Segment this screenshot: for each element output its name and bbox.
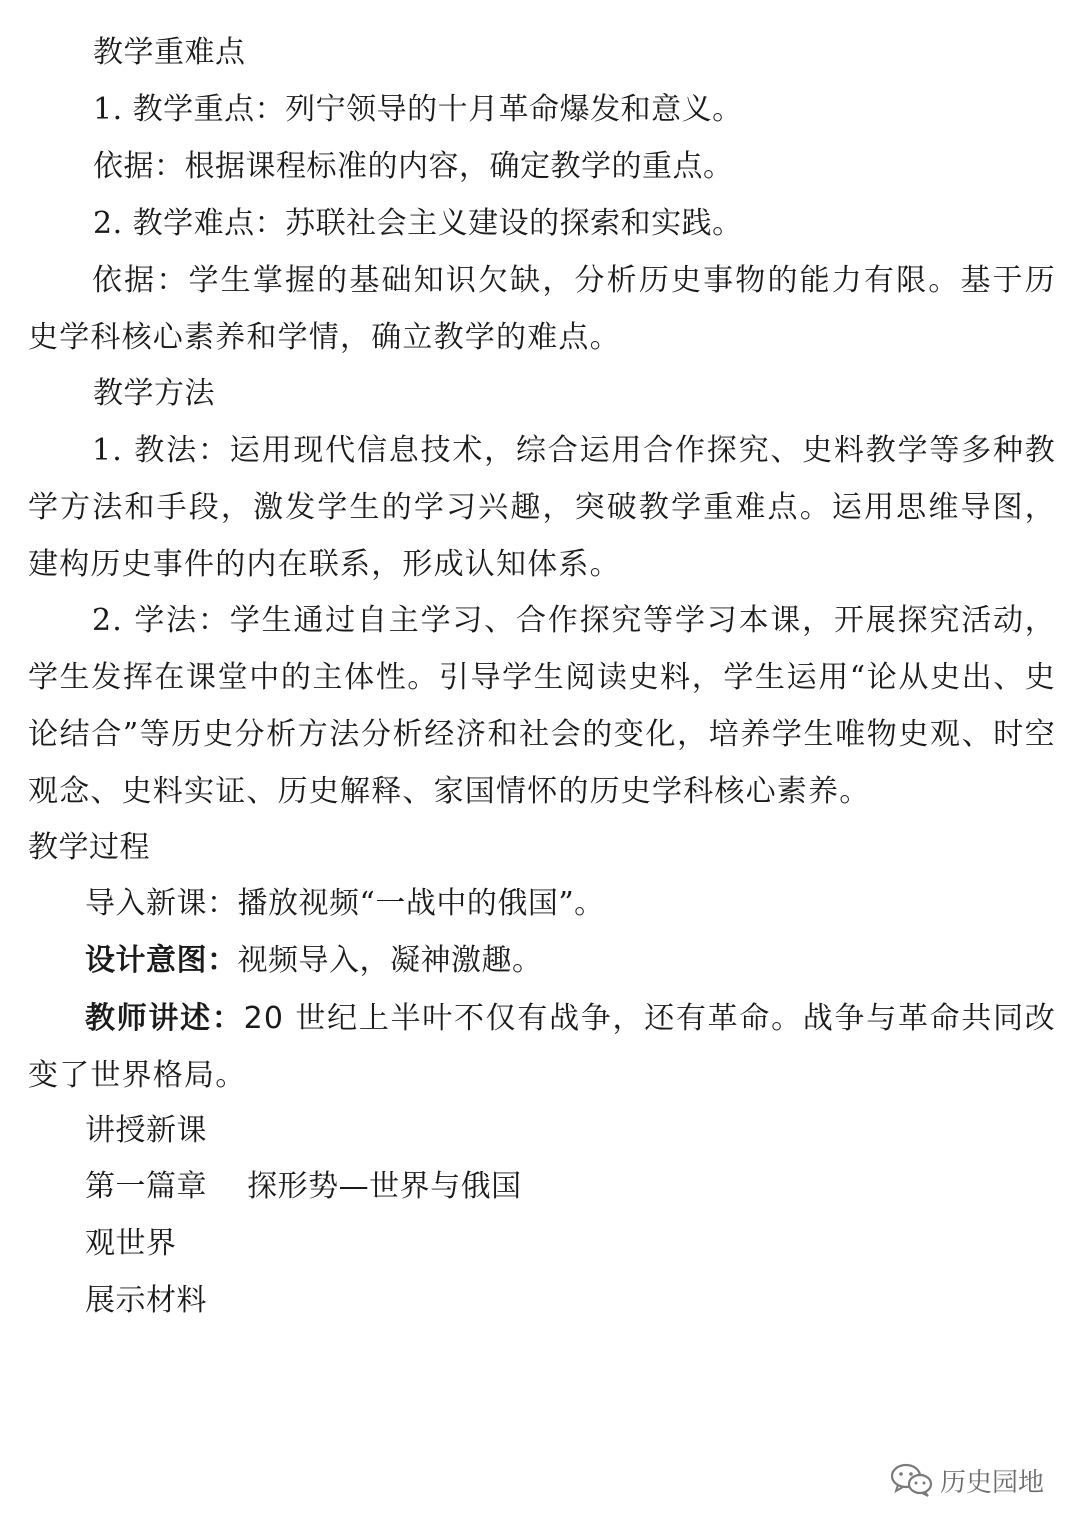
wechat-icon [890, 1462, 934, 1498]
teacher-narration-text: 世纪上半叶不仅有战争，还有革命。战争与革命共同改变了世界格局。 [28, 1001, 1057, 1093]
learning-method-paragraph: 2. 学法：学生通过自主学习、合作探究等学习本课，开展探究活动，学生发挥在课堂中的主体性。引导学生阅读史料，学生运用“论从史出、史论结合”等历史分析方法分析经济和社会的变化，培养学生唯物史观、时空观念、史料实证、历史解释、家国情怀的历史学科核心素养。 [28, 603, 1056, 809]
heading-methods: 教学方法 [93, 376, 215, 411]
intro-line: 导入新课：播放视频“一战中的俄国”。 [85, 886, 605, 921]
design-intent-line [85, 941, 543, 981]
design-intent-text: 视频导入，凝神激趣。 [237, 943, 543, 978]
observe-world-line: 观世界 [85, 1226, 177, 1261]
key-point-1: 1. 教学重点：列宁领导的十月革命爆发和意义。 [93, 92, 743, 127]
teaching-method-paragraph: 1. 教法：运用现代信息技术，综合运用合作探究、史料教学等多种教学方法和手段，激发学生的学习兴趣，突破教学重难点。运用思维导图，建构历史事件的内在联系，形成认知体系。 [28, 433, 1056, 582]
show-material-line: 展示材料 [85, 1283, 207, 1318]
teacher-narration-label: 教师讲述： [85, 1001, 244, 1036]
new-lesson-heading: 讲授新课 [85, 1113, 207, 1148]
design-intent-label: 设计意图： [85, 943, 238, 978]
teacher-narration-number: 20 [243, 1001, 285, 1036]
watermark [890, 1458, 1044, 1502]
key-point-2-basis: 依据：学生掌握的基础知识欠缺，分析历史事物的能力有限。基于历史学科核心素养和学情，确立教学的难点。 [28, 263, 1056, 355]
teacher-narration-paragraph [28, 990, 1056, 1104]
key-point-1-basis: 依据：根据课程标准的内容，确定教学的重点。 [93, 149, 734, 184]
heading-key-points: 教学重难点 [93, 35, 246, 70]
heading-process: 教学过程 [28, 830, 150, 865]
watermark-text: 历史园地 [940, 1467, 1045, 1498]
chapter-one-title: 第一篇章 探形势—世界与俄国 [85, 1169, 522, 1204]
key-point-2: 2. 教学难点：苏联社会主义建设的探索和实践。 [93, 206, 743, 241]
